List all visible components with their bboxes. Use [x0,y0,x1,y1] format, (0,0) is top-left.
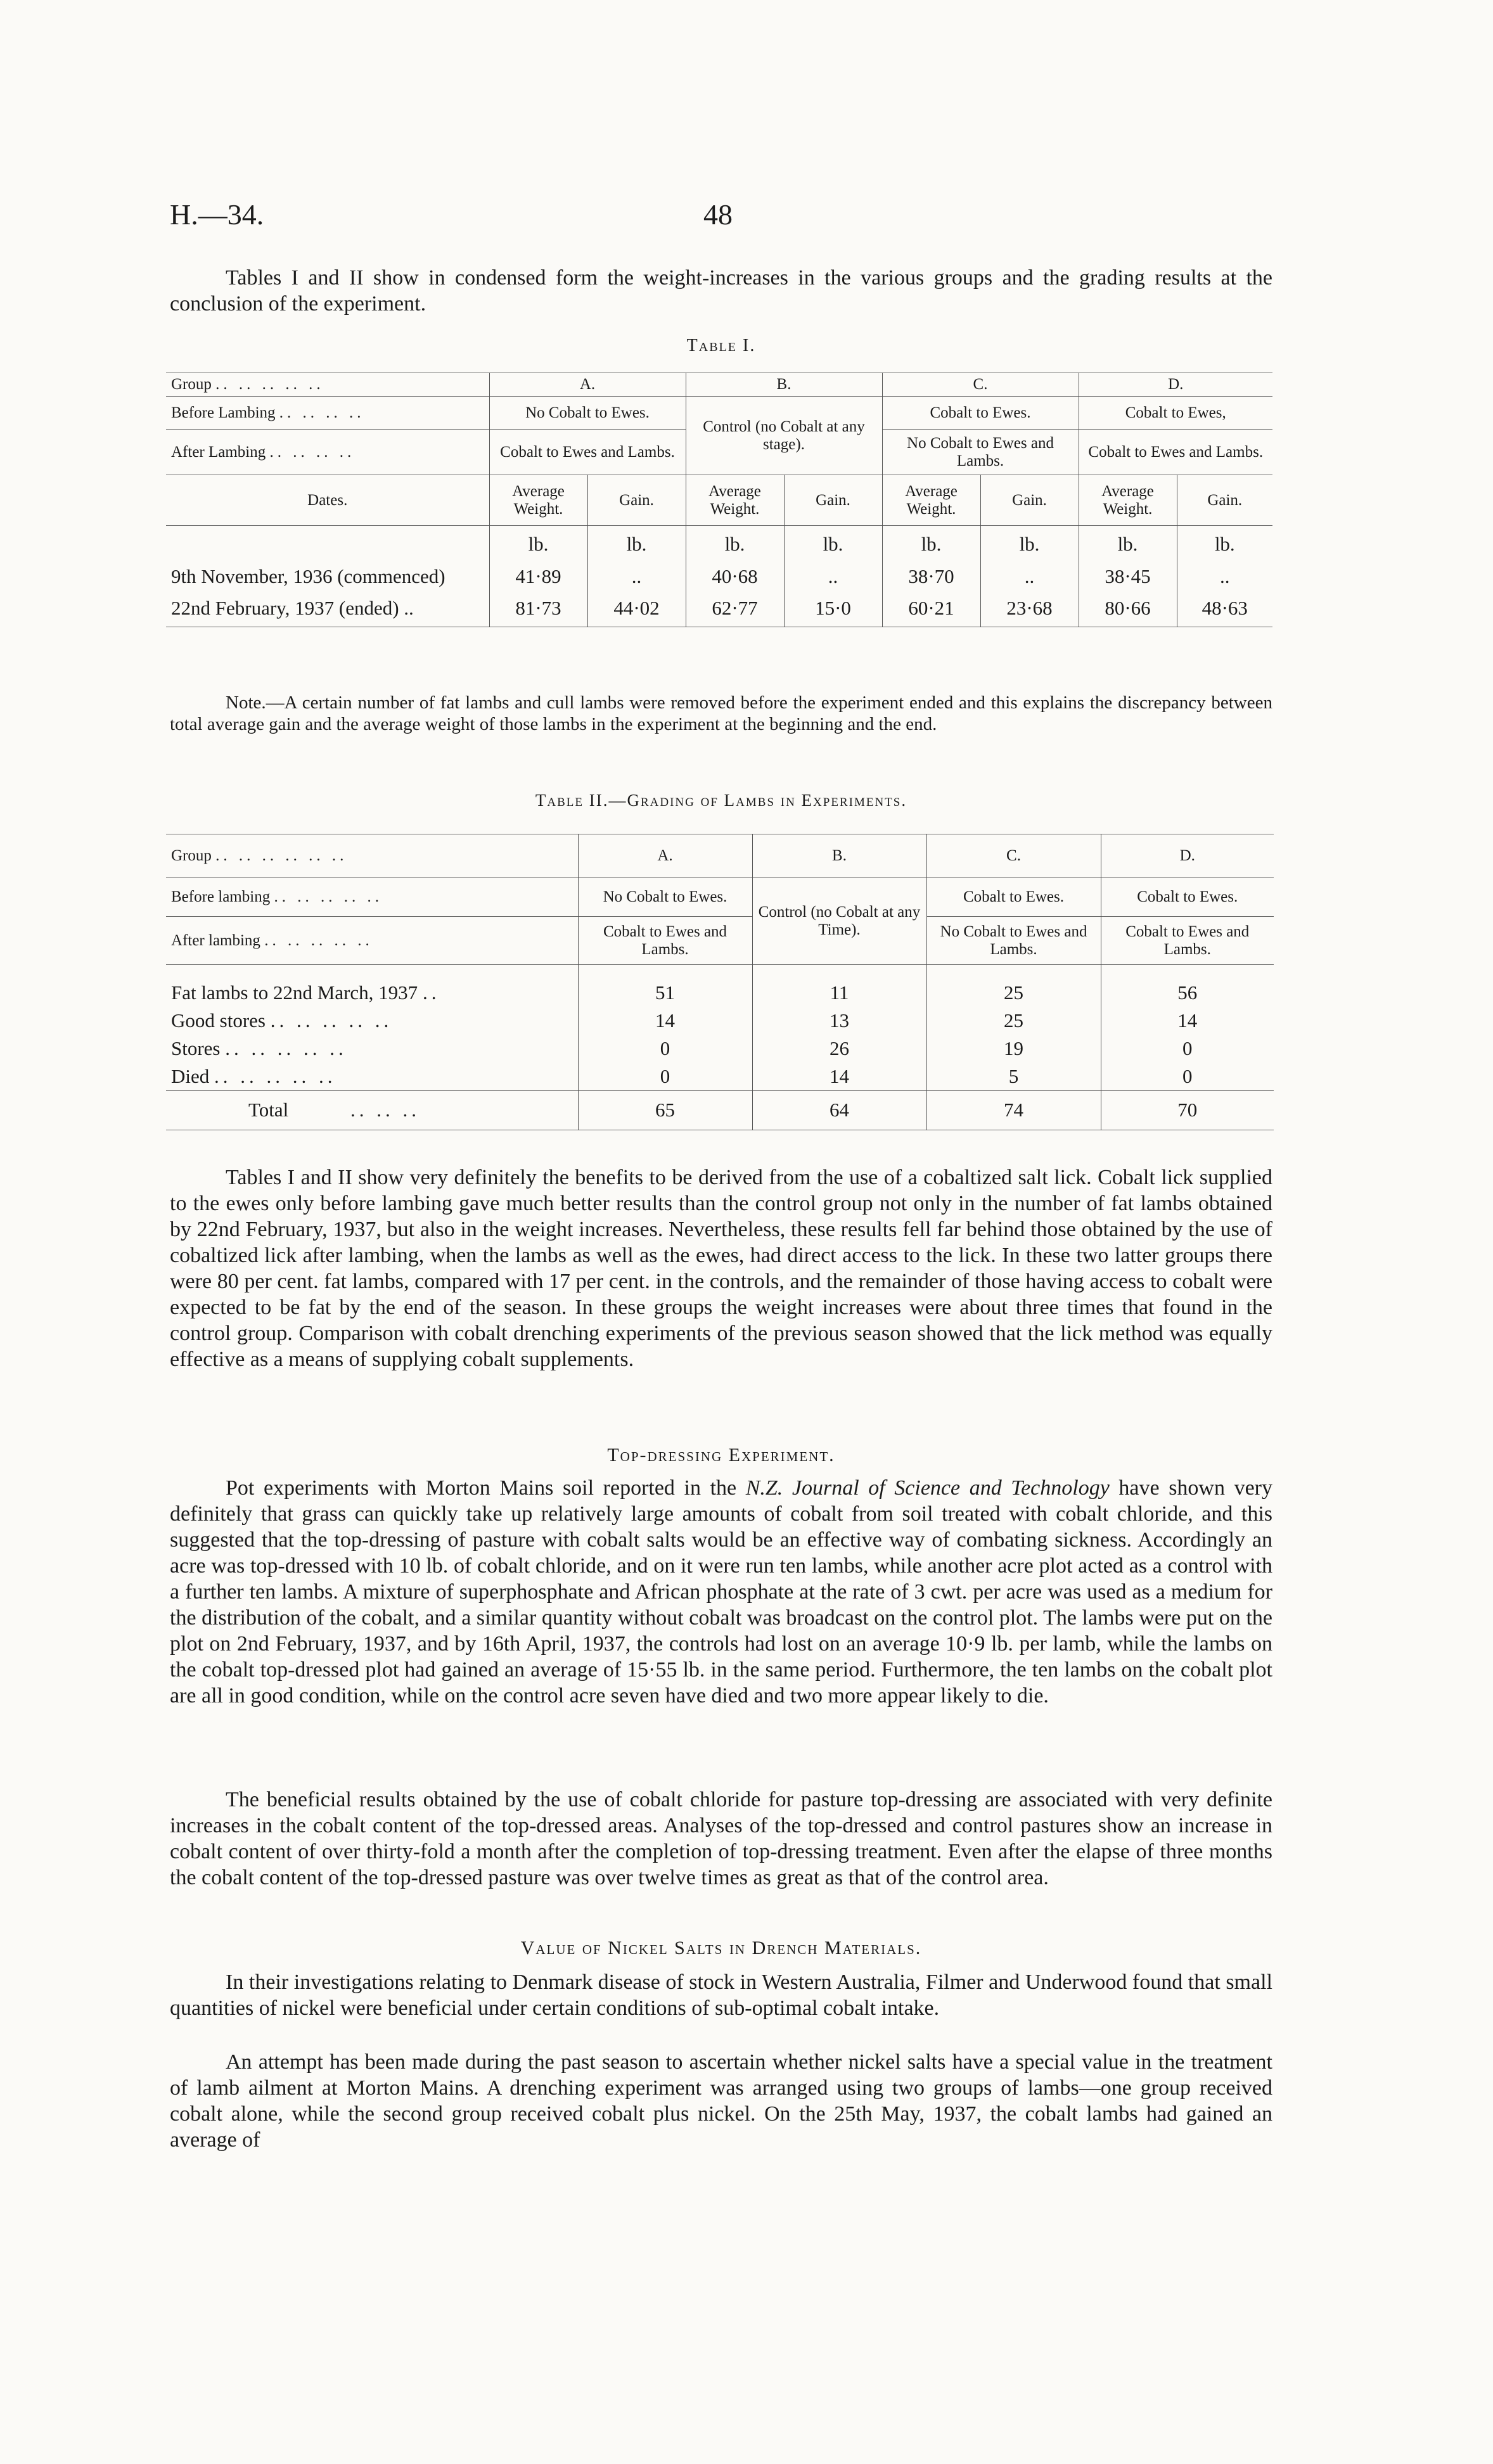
table2-cell: 0 [1101,1035,1274,1063]
table1-cell: .. [1177,563,1272,590]
table2-label-before: Before lambing .. .. .. .. .. [171,888,383,905]
table2-total: 70 [1101,1090,1274,1130]
table1-unit: lb. [686,526,784,563]
table1-cell: 62·77 [686,590,784,627]
table2-caption: Table II.—Grading of Lambs in Experiments. [535,791,907,810]
table1-col-avg: Average Weight. [1079,475,1177,526]
table1-after-d: Cobalt to Ewes and Lambs. [1079,430,1272,475]
table2-cell: 14 [578,1007,752,1035]
table2-group-b: B. [752,834,926,878]
table1-after-a: Cobalt to Ewes and Lambs. [489,430,686,475]
beneficial-results-paragraph: The beneficial results obtained by the use of cobalt chloride for pasture top-dressing are associated with very definite increases in the cobalt content of the top-dressed areas. Analyses of the top-dressed and control pastures show an increase in cobalt content of over thirty-fold a month after the completion of top-dressing treatment. Even after the elapse of three months the cobalt content of the top-dressed pasture was over twelve times as great as that of the control area. [170,1788,1272,1889]
table1-unit: lb. [1079,526,1177,563]
table1-label-group: Group .. .. .. .. .. [171,376,324,393]
table2-total: 64 [752,1090,926,1130]
table1-cell: 15·0 [784,590,882,627]
table1-cell: 41·89 [489,563,587,590]
table2-cell: 13 [752,1007,926,1035]
table1-group-b: B. [686,373,882,397]
table1-caption: Table I. [686,336,756,355]
table1-col-gain: Gain. [587,475,686,526]
results-paragraph: Tables I and II show very definitely the benefits to be derived from the use of a cobaltized salt lick. Cobalt lick supplied to the ewes only before lambing gave much better results than the control group not only in the number of fat lambs obtained by 22nd February, 1937, but also in the weight increases. Nevertheless, these results fell far behind those obtained by the use of cobaltized lick after lambing, when the lambs as well as the ewes, had direct access to the lick. In these two latter groups there were 80 per cent. fat lambs, compared with 17 per cent. in the controls, and the remainder of those having access to cobalt were expected to be fat by the end of the season. In these groups the weight increases were about three times that found in the control group. Comparison with cobalt drenching experiments of the previous season showed that the lick method was equally effective as a means of supplying cobalt supplements. [170,1166,1272,1371]
table1-unit: lb. [980,526,1079,563]
table1 [166,373,1272,627]
table2-after-c: No Cobalt to Ewes and Lambs. [926,917,1101,965]
table1-cell: 23·68 [980,590,1079,627]
table1-before-d: Cobalt to Ewes, [1079,397,1272,430]
table2-cell: 0 [578,1035,752,1063]
table2-before-d: Cobalt to Ewes. [1101,878,1274,917]
table1-row1-label: 9th November, 1936 (commenced) [171,565,445,587]
table2-cell: 14 [1101,1007,1274,1035]
nickel-paragraph-2: An attempt has been made during the past season to ascertain whether nickel salts have a special value in the treatment of lamb ailment at Morton Mains. A drenching experiment was arranged using two groups of lambs—one group received cobalt alone, while the second group received cobalt plus nickel. On the 25th May, 1937, the cobalt lambs had gained an average of [170,2050,1272,2152]
table2-total-label: Total .. .. .. [248,1099,421,1121]
table2-row-label: Died .. .. .. .. .. [171,1064,336,1087]
table1-cell: 38·45 [1079,563,1177,590]
table2-row-label: Good stores .. .. .. .. .. [171,1009,393,1031]
table2-label-after: After lambing .. .. .. .. .. [171,931,373,949]
table1-unit: lb. [882,526,980,563]
table1-note: Note.—A certain number of fat lambs and cull lambs were removed before the experiment ended and this explains the discrepancy between total average gain and the average weight of those lambs in the experiment at the beginning and the end. [170,693,1272,734]
table2-cell: 25 [926,1007,1101,1035]
table1-col-gain: Gain. [1177,475,1272,526]
table1-unit: lb. [1177,526,1272,563]
table1-col-avg: Average Weight. [882,475,980,526]
table1-cell: 81·73 [489,590,587,627]
intro-paragraph: Tables I and II show in condensed form the weight-increases in the various groups and the grading results at the conclusion of the experiment. [170,266,1272,316]
table2-control-b: Control (no Cobalt at any Time). [752,878,926,965]
table2-cell: 5 [926,1063,1101,1091]
top-dressing-paragraph: Pot experiments with Morton Mains soil reported in the N.Z. Journal of Science and Technology have shown very definitely that grass can quickly take up relatively large amounts of cobalt from soil treated with cobalt chloride, and this suggested that the top-dressing of pasture with cobalt salts would be an effective way of combating sickness. Accordingly an acre was top-dressed with 10 lb. of cobalt chloride, and on it were run ten lambs, while another acre plot acted as a control with a further ten lambs. A mixture of superphosphate and African phosphate at the rate of 3 cwt. per acre was used as a medium for the distribution of the cobalt, and a similar quantity without cobalt was broadcast on the control plot. The lambs were put on the plot on 2nd February, 1937, and by 16th April, 1937, the controls had lost on an average 10·9 lb. per lamb, while the lambs on the cobalt top-dressed plot had gained an average of 15·55 lb. in the same period. Furthermore, the ten lambs on the cobalt plot are all in good condition, while on the control acre seven have died and two more appear likely to die. [170,1476,1272,1708]
table2-cell: 11 [752,979,926,1007]
table2-cell: 0 [578,1063,752,1091]
table2-row-label: Stores .. .. .. .. .. [171,1037,347,1059]
table1-cell: 80·66 [1079,590,1177,627]
table2-total: 65 [578,1090,752,1130]
table2-label-group: Group .. .. .. .. .. .. [171,846,348,864]
report-reference: H.—34. [170,198,264,231]
table2-cell: 19 [926,1035,1101,1063]
table2-before-c: Cobalt to Ewes. [926,878,1101,917]
nickel-paragraph-1: In their investigations relating to Denmark disease of stock in Western Australia, Filmer and Underwood found that small quantities of nickel were beneficial under certain conditions of sub-optimal cobalt intake. [170,1970,1272,2020]
table2-row-label: Fat lambs to 22nd March, 1937 .. [171,981,440,1004]
section-heading-nickel: Value of Nickel Salts in Drench Materials. [520,1937,922,1958]
table2-cell: 14 [752,1063,926,1091]
table2-total: 74 [926,1090,1101,1130]
table1-label-before: Before Lambing .. .. .. .. [171,404,365,421]
table1-label-after: After Lambing .. .. .. .. [171,443,356,461]
table1-before-c: Cobalt to Ewes. [882,397,1079,430]
table1-control-b: Control (no Cobalt at any stage). [686,397,882,475]
table1-group-a: A. [489,373,686,397]
table1-unit: lb. [587,526,686,563]
table1-cell: 38·70 [882,563,980,590]
table2-cell: 51 [578,979,752,1007]
table1-cell: 44·02 [587,590,686,627]
table1-after-c: No Cobalt to Ewes and Lambs. [882,430,1079,475]
table1-col-gain: Gain. [784,475,882,526]
table1-unit: lb. [784,526,882,563]
table2-before-a: No Cobalt to Ewes. [578,878,752,917]
page-number: 48 [703,198,733,231]
table1-cell: .. [587,563,686,590]
table2-cell: 25 [926,979,1101,1007]
table1-col-avg: Average Weight. [489,475,587,526]
section-heading-top-dressing: Top-dressing Experiment. [607,1445,835,1465]
table1-cell: 60·21 [882,590,980,627]
table1-col-gain: Gain. [980,475,1079,526]
table1-unit: lb. [489,526,587,563]
table1-before-a: No Cobalt to Ewes. [489,397,686,430]
table1-group-d: D. [1079,373,1272,397]
table2-cell: 26 [752,1035,926,1063]
table2-group-d: D. [1101,834,1274,878]
table1-cell: 48·63 [1177,590,1272,627]
table2-group-a: A. [578,834,752,878]
table2-cell: 0 [1101,1063,1274,1091]
table2 [166,834,1274,1130]
table1-row2-label: 22nd February, 1937 (ended) .. [171,597,414,620]
table2-cell: 56 [1101,979,1274,1007]
table1-group-c: C. [882,373,1079,397]
table1-cell: .. [784,563,882,590]
table2-after-d: Cobalt to Ewes and Lambs. [1101,917,1274,965]
table2-after-a: Cobalt to Ewes and Lambs. [578,917,752,965]
table1-col-avg: Average Weight. [686,475,784,526]
table1-cell: 40·68 [686,563,784,590]
table1-cell: .. [980,563,1079,590]
table1-label-dates: Dates. [307,491,348,509]
journal-title: N.Z. Journal of Science and Technology [745,1476,1110,1500]
table2-group-c: C. [926,834,1101,878]
